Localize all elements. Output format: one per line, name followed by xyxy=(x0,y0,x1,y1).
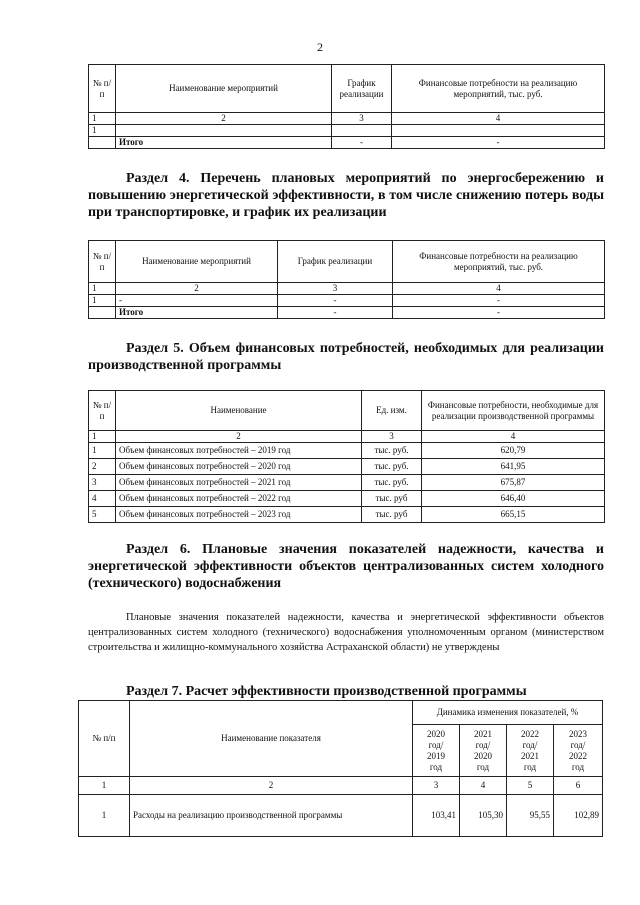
cell: 1 xyxy=(89,125,116,137)
numbering-cell: 3 xyxy=(413,777,460,795)
header-indicator: Наименование показателя xyxy=(130,701,413,777)
header-dynamics: Динамика изменения показателей, % xyxy=(413,701,603,725)
section-7-table xyxy=(78,700,603,837)
cell: - xyxy=(116,295,278,307)
cell xyxy=(89,307,116,319)
section-6-paragraph: Плановые значения показателей надежности, качества и энергетической эффективности объектов централизованных систем холодного (технического) водоснабжения уполномоченным органом (министерством строительства и жилищно-коммунального хозяйства Астраханской области) не утверждены xyxy=(88,612,604,653)
header-no: № п/п xyxy=(79,701,130,777)
cell: Объем финансовых потребностей – 2019 год xyxy=(116,443,362,459)
cell: тыс. руб xyxy=(362,491,422,507)
total-row xyxy=(89,137,605,149)
table-row xyxy=(89,443,605,459)
cell: 2 xyxy=(89,459,116,475)
cell: 1 xyxy=(89,443,116,459)
cell: Объем финансовых потребностей – 2022 год xyxy=(116,491,362,507)
cell xyxy=(332,125,392,137)
numbering-cell: 2 xyxy=(116,283,278,295)
header-name: Наименование мероприятий xyxy=(116,65,332,113)
numbering-cell: 4 xyxy=(422,431,605,443)
cell: Объем финансовых потребностей – 2020 год xyxy=(116,459,362,475)
page-number: 2 xyxy=(317,40,323,54)
numbering-cell: 3 xyxy=(332,113,392,125)
table-row xyxy=(89,459,605,475)
section-5-title: Раздел 5. Объем финансовых потребностей, необходимых для реализации производственной программы xyxy=(88,341,604,373)
cell: 1 xyxy=(89,295,116,307)
header-year-2020: 2020 год/ 2019 год xyxy=(413,725,460,777)
cell: 1 xyxy=(79,795,130,837)
section-4-table xyxy=(88,240,605,319)
cell: Объем финансовых потребностей – 2023 год xyxy=(116,507,362,523)
numbering-cell: 2 xyxy=(130,777,413,795)
cell: - xyxy=(332,137,392,149)
table-row xyxy=(89,491,605,507)
numbering-cell: 4 xyxy=(460,777,507,795)
cell: 4 xyxy=(89,491,116,507)
cell: - xyxy=(278,295,393,307)
header-no: № п/п xyxy=(89,241,116,283)
numbering-cell: 4 xyxy=(393,283,605,295)
cell xyxy=(392,125,605,137)
cell: 103,41 xyxy=(413,795,460,837)
numbering-cell: 3 xyxy=(362,431,422,443)
table-row xyxy=(79,795,603,837)
cell: тыс. руб. xyxy=(362,475,422,491)
table-row xyxy=(89,125,605,137)
total-row xyxy=(89,307,605,319)
header-year-2022: 2022 год/ 2021 год xyxy=(507,725,554,777)
cell: 665,15 xyxy=(422,507,605,523)
section-5-table xyxy=(88,390,605,523)
total-label: Итого xyxy=(116,137,332,149)
cell: тыс. руб. xyxy=(362,459,422,475)
total-label: Итого xyxy=(116,307,278,319)
numbering-cell: 2 xyxy=(116,113,332,125)
measures-table-1 xyxy=(88,64,605,149)
cell xyxy=(116,125,332,137)
header-name: Наименование мероприятий xyxy=(116,241,278,283)
numbering-cell: 2 xyxy=(116,431,362,443)
header-name: Наименование xyxy=(116,391,362,431)
numbering-cell: 1 xyxy=(79,777,130,795)
cell: 105,30 xyxy=(460,795,507,837)
cell xyxy=(89,137,116,149)
numbering-cell: 4 xyxy=(392,113,605,125)
numbering-cell: 1 xyxy=(89,113,116,125)
table-row xyxy=(89,295,605,307)
numbering-cell: 1 xyxy=(89,283,116,295)
cell: - xyxy=(278,307,393,319)
numbering-cell: 1 xyxy=(89,431,116,443)
header-schedule: График реализации xyxy=(332,65,392,113)
numbering-cell: 6 xyxy=(554,777,603,795)
section-4-title: Раздел 4. Перечень плановых мероприятий по энергосбережению и повышению энергетической эффективности, в том числе снижению потерь воды при транспортировке, и график их реализации xyxy=(88,171,604,220)
cell: тыс. руб. xyxy=(362,443,422,459)
cell: 102,89 xyxy=(554,795,603,837)
header-schedule: График реализации xyxy=(278,241,393,283)
cell: Расходы на реализацию производственной программы xyxy=(130,795,413,837)
cell: 641,95 xyxy=(422,459,605,475)
header-no: № п/п xyxy=(89,65,116,113)
cell: 5 xyxy=(89,507,116,523)
header-finance: Финансовые потребности на реализацию мероприятий, тыс. руб. xyxy=(392,65,605,113)
section-6-title: Раздел 6. Плановые значения показателей надежности, качества и энергетической эффективности объектов централизованных систем холодного (технического) водоснабжения xyxy=(88,542,604,591)
numbering-cell: 3 xyxy=(278,283,393,295)
cell: - xyxy=(392,137,605,149)
cell: 3 xyxy=(89,475,116,491)
cell: 646,40 xyxy=(422,491,605,507)
section-7-title: Раздел 7. Расчет эффективности производственной программы xyxy=(126,684,527,699)
cell: тыс. руб xyxy=(362,507,422,523)
cell: - xyxy=(393,307,605,319)
header-no: № п/п xyxy=(89,391,116,431)
table-row xyxy=(89,507,605,523)
cell: 675,87 xyxy=(422,475,605,491)
numbering-cell: 5 xyxy=(507,777,554,795)
header-finance: Финансовые потребности на реализацию мероприятий, тыс. руб. xyxy=(393,241,605,283)
cell: Объем финансовых потребностей – 2021 год xyxy=(116,475,362,491)
cell: 620,79 xyxy=(422,443,605,459)
header-unit: Ед. изм. xyxy=(362,391,422,431)
header-year-2023: 2023 год/ 2022 год xyxy=(554,725,603,777)
cell: 95,55 xyxy=(507,795,554,837)
cell: - xyxy=(393,295,605,307)
header-finance: Финансовые потребности, необходимые для реализации производственной программы xyxy=(422,391,605,431)
table-row xyxy=(89,475,605,491)
header-year-2021: 2021 год/ 2020 год xyxy=(460,725,507,777)
